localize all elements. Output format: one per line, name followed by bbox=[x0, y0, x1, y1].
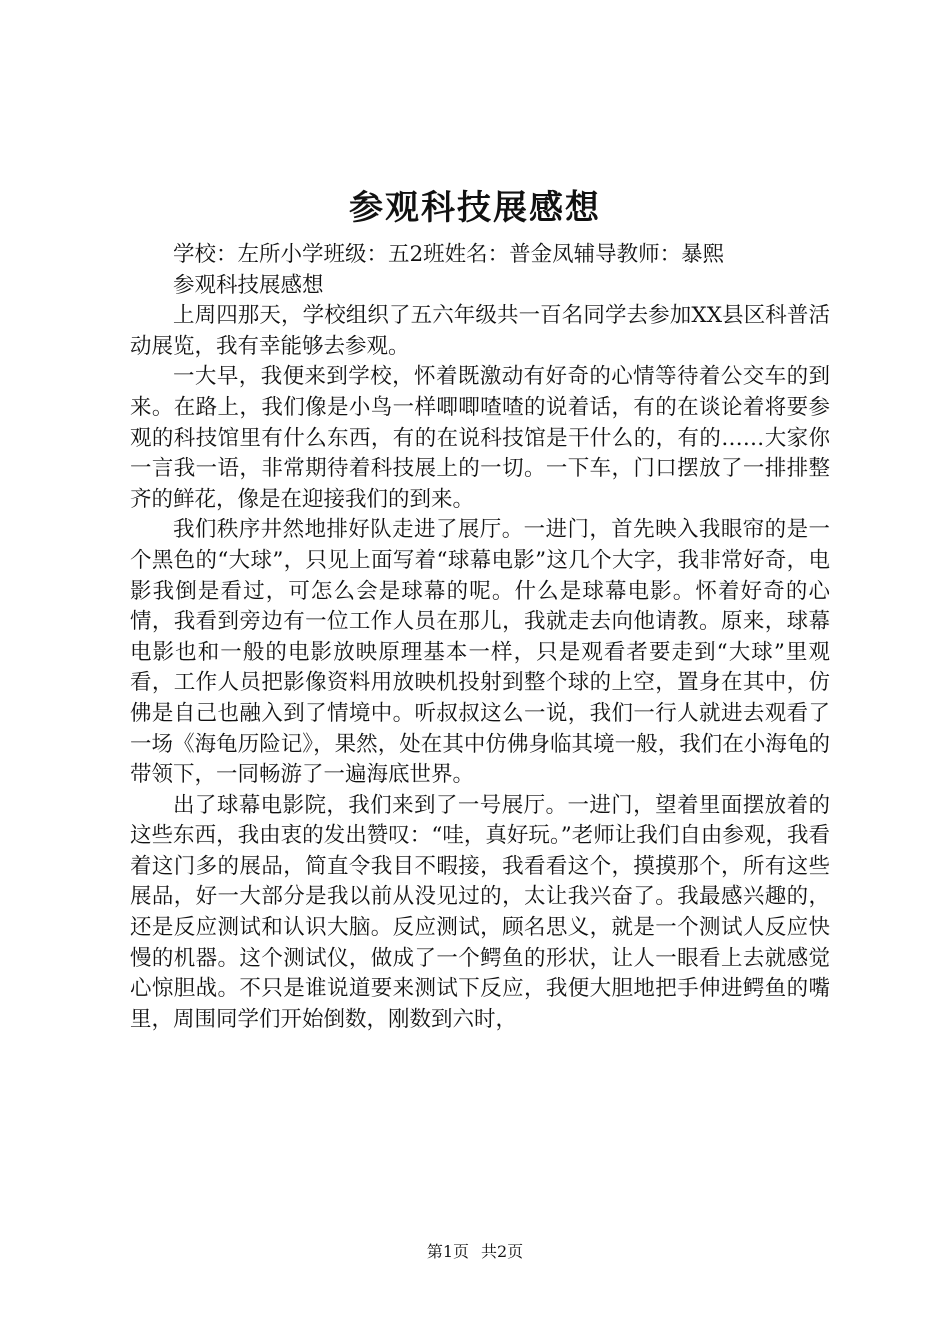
subtitle-paragraph: 参观科技展感想 bbox=[173, 272, 324, 298]
body-paragraph: 上周四那天，学校组织了五六年级共一百名同学去参加XX县区科普活动展览，我有幸能够去参观。 bbox=[130, 303, 830, 359]
page-footer bbox=[0, 1240, 950, 1264]
body-paragraph: 我们秩序井然地排好队走进了展厅。一进门，首先映入我眼帘的是一个黑色的“大球”，只见上面写着“球幕电影”这几个大字，我非常好奇，电影我倒是看过，可怎么会是球幕的呢。什么是球幕电影。怀着好奇的心情，我看到旁边有一位工作人员在那儿，我就走去向他请教。原来，球幕电影也和一般的电影放映原理基本一样，只是观看者要走到“大球”里观看，工作人员把影像资料用放映机投射到整个球的上空，置身在其中，仿佛是自己也融入到了情境中。听叔叔这么一说，我们一行人就进去观看了一场《海龟历险记》，果然，处在其中仿佛身临其境一般，我们在小海龟的带领下，一同畅游了一遍海底世界。 bbox=[130, 517, 830, 788]
page-number: 第1页 bbox=[426, 1242, 469, 1261]
author-info-paragraph: 学校：左所小学班级：五2班姓名：普金凤辅导教师：暴熙 bbox=[173, 242, 725, 267]
page-total: 共2页 bbox=[481, 1242, 524, 1261]
document-title: 参观科技展感想 bbox=[349, 188, 601, 228]
body-paragraph: 一大早，我便来到学校，怀着既激动有好奇的心情等待着公交车的到来。在路上，我们像是小鸟一样唧唧喳喳的说着话，有的在谈论着将要参观的科技馆里有什么东西，有的在说科技馆是干什么的，有的……大家你一言我一语，非常期待着科技展上的一切。一下车，门口摆放了一排排整齐的鲜花，像是在迎接我们的到来。 bbox=[130, 364, 830, 512]
document-body bbox=[130, 240, 830, 1035]
body-paragraph: 出了球幕电影院，我们来到了一号展厅。一进门，望着里面摆放着的这些东西，我由衷的发出赞叹：“哇，真好玩。”老师让我们自由参观，我看着这门多的展品，简直令我目不暇接，我看看这个，摸摸那个，所有这些展品，好一大部分是我以前从没见过的，太让我兴奋了。我最感兴趣的，还是反应测试和认识大脑。反应测试，顾名思义，就是一个测试人反应快慢的机器。这个测试仪，做成了一个鳄鱼的形状，让人一眼看上去就感觉心惊胆战。不只是谁说道要来测试下反应，我便大胆地把手伸进鳄鱼的嘴里，周围同学们开始倒数，刚数到六时， bbox=[130, 792, 830, 1032]
